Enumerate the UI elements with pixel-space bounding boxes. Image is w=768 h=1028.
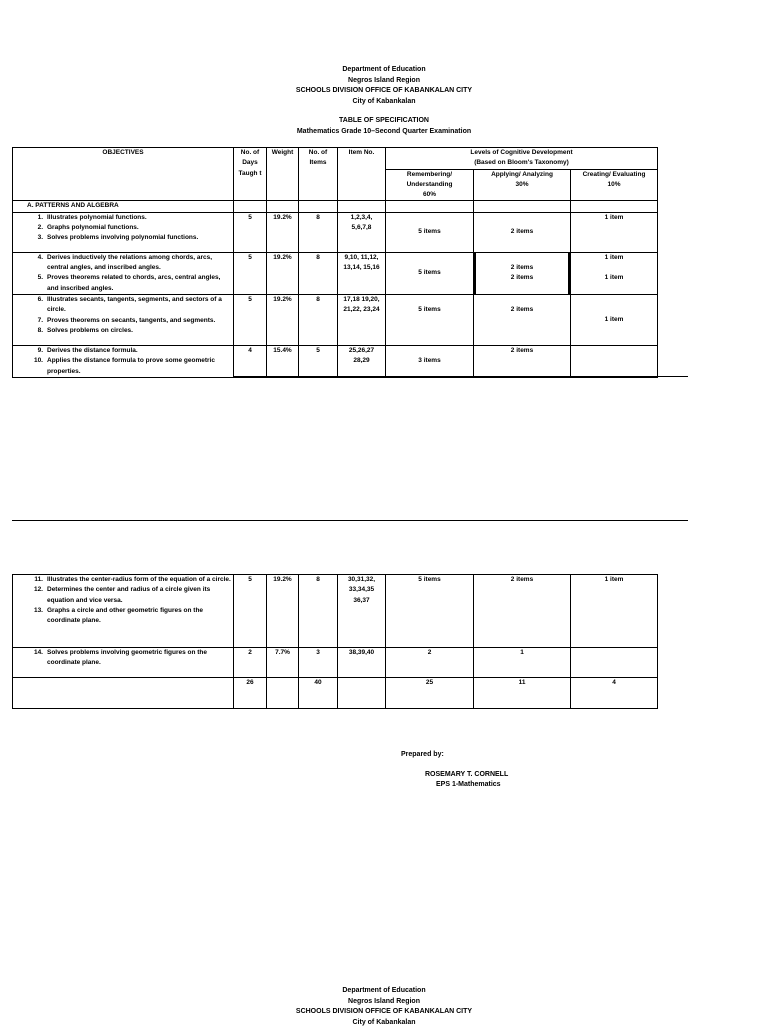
total-creating: 4 [571, 678, 658, 709]
objective-text: Solves problems involving geometric figures on the coordinate plane. [47, 648, 231, 669]
total-days: 26 [234, 678, 267, 709]
header-city: City of Kabankalan [0, 97, 768, 108]
header-division: SCHOOLS DIVISION OFFICE OF KABANKALAN CITY [0, 1007, 768, 1018]
page-divider [12, 520, 688, 521]
specification-table-continued [12, 574, 658, 709]
table-row [13, 212, 658, 252]
header-items: No. of Items [299, 148, 338, 201]
creating-cell [571, 252, 658, 294]
applying-cell: 2 items [474, 345, 571, 377]
header-creating [571, 169, 658, 201]
document-header-next-page [0, 986, 768, 1028]
weight-cell: 19.2% [267, 575, 299, 648]
divider [233, 376, 688, 377]
items-cell: 8 [299, 252, 338, 294]
items-cell: 8 [299, 575, 338, 648]
item-no-cell: 17,18 19,20, 21,22, 23,24 [338, 294, 386, 345]
objective-text: Illustrates secants, tangents, segments, and sectors of a circle. [47, 295, 231, 316]
preparer-position: EPS 1-Mathematics [436, 780, 636, 790]
applying-cell: 2 items [474, 575, 571, 648]
objectives-cell: 4. Derives inductively the relations among chords, arcs, central angles, and inscribed angles. 5. Proves theorems related to chords, arcs, central angles, and inscribed angles. [13, 252, 234, 294]
applying-value: 2 items [476, 263, 568, 273]
items-cell: 5 [299, 345, 338, 377]
header-division: SCHOOLS DIVISION OFFICE OF KABANKALAN CITY [0, 86, 768, 97]
days-cell: 5 [234, 575, 267, 648]
preparer-name: ROSEMARY T. CORNELL [425, 770, 625, 780]
objective-text: Derives inductively the relations among chords, arcs, central angles, and inscribed angles. [47, 253, 231, 274]
objective-text: Graphs a circle and other geometric figures on the coordinate plane. [47, 606, 231, 627]
creating-cell [571, 345, 658, 377]
objective-text: Derives the distance formula. [47, 346, 231, 356]
section-title: A. PATTERNS AND ALGEBRA [13, 201, 234, 212]
header-item-no: Item No. [338, 148, 386, 201]
objective-text: Solves problems involving polynomial functions. [47, 233, 231, 243]
applying-cell: 2 items [474, 294, 571, 345]
remembering-cell: 5 items [386, 212, 474, 252]
specification-table [12, 147, 658, 378]
header-region: Negros Island Region [0, 997, 768, 1008]
total-applying: 11 [474, 678, 571, 709]
creating-value: 1 item [573, 273, 655, 283]
remembering-cell: 5 items [386, 252, 474, 294]
objective-text: Proves theorems on secants, tangents, and segments. [47, 316, 231, 326]
header-levels [386, 148, 658, 170]
days-cell: 2 [234, 648, 267, 678]
table-row [13, 575, 658, 648]
weight-cell: 19.2% [267, 212, 299, 252]
applying-value: 2 items [476, 273, 568, 283]
applying-cell: 2 items [474, 212, 571, 252]
days-cell: 5 [234, 252, 267, 294]
weight-cell: 7.7% [267, 648, 299, 678]
header-remembering-label: Remembering/ Understanding [388, 170, 471, 191]
header-department: Department of Education [0, 65, 768, 76]
creating-cell: 1 item [571, 575, 658, 648]
total-remembering: 25 [386, 678, 474, 709]
objective-text: Solves problems on circles. [47, 326, 231, 336]
header-levels-sub: (Based on Bloom's Taxonomy) [388, 158, 655, 168]
items-cell: 3 [299, 648, 338, 678]
item-no-cell: 9,10, 11,12, 13,14, 15,16 [338, 252, 386, 294]
item-no-cell: 38,39,40 [338, 648, 386, 678]
document-title: TABLE OF SPECIFICATION [0, 116, 768, 127]
items-cell: 8 [299, 294, 338, 345]
total-items: 40 [299, 678, 338, 709]
weight-cell: 19.2% [267, 252, 299, 294]
document-subtitle: Mathematics Grade 10–Second Quarter Examination [0, 127, 768, 138]
remembering-cell: 3 items [386, 345, 474, 377]
applying-cell: 1 [474, 648, 571, 678]
header-applying-pct: 30% [476, 180, 568, 190]
days-cell: 4 [234, 345, 267, 377]
table-row [13, 345, 658, 377]
header-applying [474, 169, 571, 201]
applying-cell [474, 252, 571, 294]
header-weight: Weight [267, 148, 299, 201]
days-cell: 5 [234, 294, 267, 345]
totals-row [13, 678, 658, 709]
header-levels-title: Levels of Cognitive Development [388, 148, 655, 158]
header-objectives: OBJECTIVES [13, 148, 234, 201]
header-creating-pct: 10% [573, 180, 655, 190]
remembering-cell: 5 items [386, 294, 474, 345]
header-region: Negros Island Region [0, 76, 768, 87]
table-row [13, 294, 658, 345]
objective-text: Determines the center and radius of a circle given its equation and vice versa. [47, 585, 231, 606]
header-remembering [386, 169, 474, 201]
days-cell: 5 [234, 212, 267, 252]
objective-text: Illustrates the center-radius form of the equation of a circle. [47, 575, 231, 585]
header-applying-label: Applying/ Analyzing [476, 170, 568, 180]
objectives-cell: 14. Solves problems involving geometric figures on the coordinate plane. [13, 648, 234, 678]
item-no-cell: 25,26,27 28,29 [338, 345, 386, 377]
creating-value: 1 item [573, 253, 655, 263]
prepared-by-label: Prepared by: [401, 750, 601, 760]
objectives-cell: 9. Derives the distance formula. 10. Applies the distance formula to prove some geometric properties. [13, 345, 234, 377]
item-no-cell: 30,31,32, 33,34,35 36,37 [338, 575, 386, 648]
document-header [0, 65, 768, 137]
objective-text: Proves theorems related to chords, arcs, central angles, and inscribed angles. [47, 273, 231, 294]
items-cell: 8 [299, 212, 338, 252]
objectives-cell: 11. Illustrates the center-radius form of the equation of a circle. 12. Determines the center and radius of a circle given its equation and vice versa. 13. Graphs a circle and other geometric figures on the coordinate plane. [13, 575, 234, 648]
weight-cell: 19.2% [267, 294, 299, 345]
header-creating-label: Creating/ Evaluating [573, 170, 655, 180]
remembering-cell: 5 items [386, 575, 474, 648]
objectives-cell: 6. Illustrates secants, tangents, segments, and sectors of a circle. 7. Proves theorems on secants, tangents, and segments. 8. Solves problems on circles. [13, 294, 234, 345]
header-days: No. of Days Taugh t [234, 148, 267, 201]
table-row [13, 252, 658, 294]
header-department: Department of Education [0, 986, 768, 997]
objective-text: Graphs polynomial functions. [47, 223, 231, 233]
creating-cell [571, 648, 658, 678]
item-no-cell: 1,2,3,4, 5,6,7,8 [338, 212, 386, 252]
weight-cell: 15.4% [267, 345, 299, 377]
objective-text: Applies the distance formula to prove some geometric properties. [47, 356, 231, 377]
objective-text: Illustrates polynomial functions. [47, 213, 231, 223]
header-remembering-pct: 60% [388, 190, 471, 200]
creating-cell: 1 item [571, 294, 658, 345]
creating-cell: 1 item [571, 212, 658, 252]
header-city: City of Kabankalan [0, 1018, 768, 1028]
remembering-cell: 2 [386, 648, 474, 678]
table-row [13, 648, 658, 678]
objectives-cell: 1. Illustrates polynomial functions. 2. Graphs polynomial functions. 3. Solves problems involving polynomial functions. [13, 212, 234, 252]
